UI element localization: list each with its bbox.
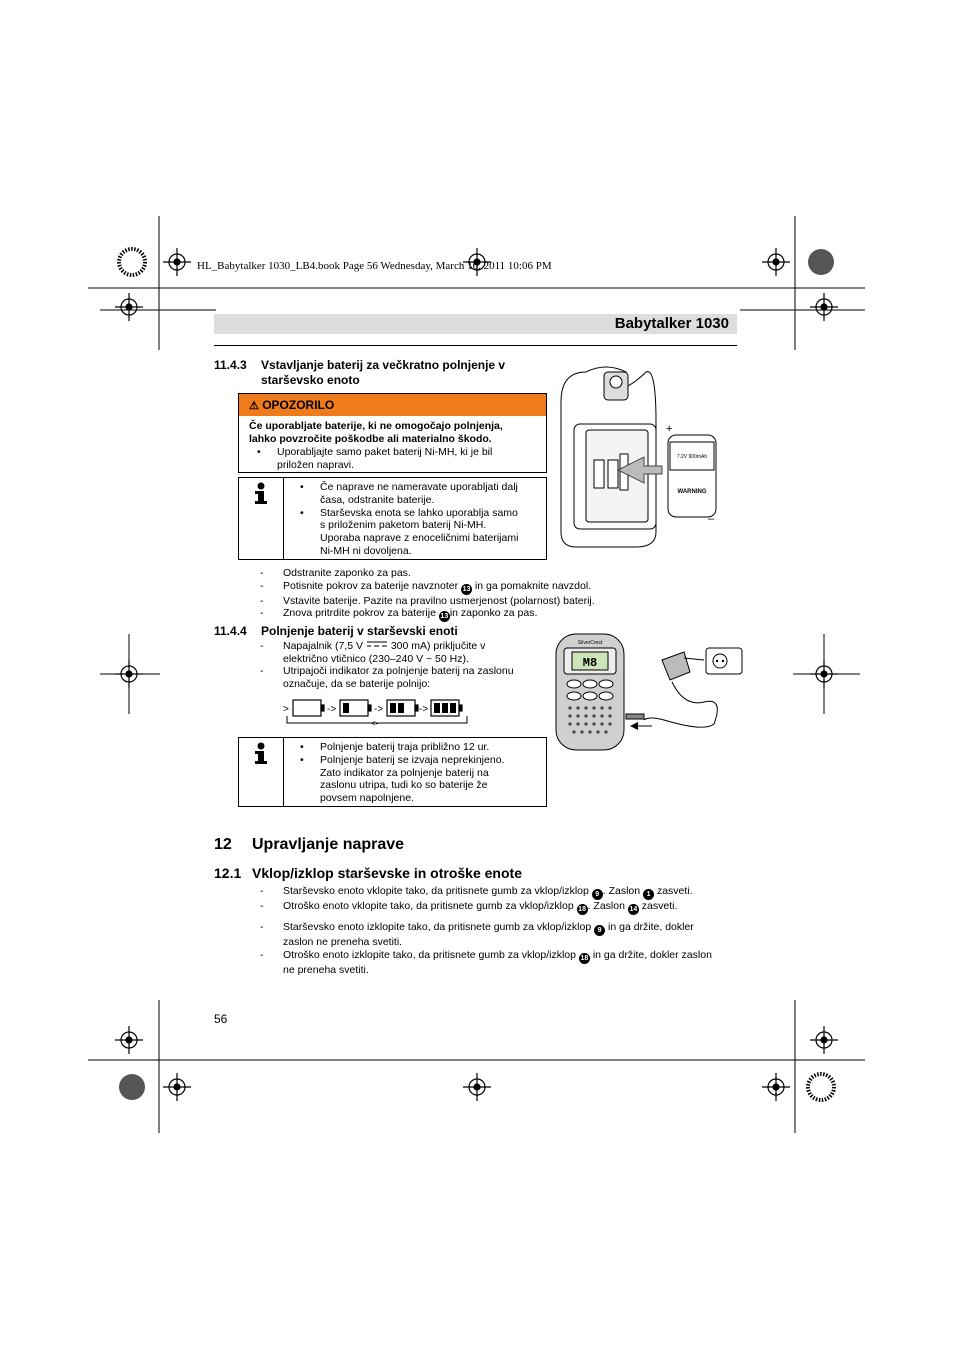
battery-charging-indicator-sequence — [283, 696, 471, 730]
power-steps-on — [260, 885, 740, 915]
list-item: - Odstranite zaponko za pas. — [260, 567, 411, 579]
list-item: - Starševsko enoto izklopite tako, da pritisnete gumb za vklop/izklop 9 in ga držite, dokler zaslon ne preneha svetiti. — [260, 921, 694, 948]
svg-text:->: -> — [374, 704, 384, 715]
callout-9: 9 — [594, 925, 605, 936]
svg-text:->: -> — [327, 704, 337, 715]
list-item: - Vstavite baterije. Pazite na pravilno usmerjenost (polarnost) baterij. — [260, 594, 595, 607]
section-11-4-4-heading: 11.4.4 Polnjenje baterij v starševski enoti — [214, 624, 458, 638]
section-11-4-3-heading: 11.4.3 Vstavljanje baterij za večkratno polnjenje v starševsko enoto — [214, 358, 506, 387]
warning-triangle-icon: ⚠ — [249, 400, 259, 412]
running-header — [214, 314, 737, 334]
info-box-1: • Če naprave ne nameravate uporabljati dalj časa, odstranite baterije. • Starševska enota se lahko uporablja samo s priloženim paketom baterij Ni-MH. Uporaba naprave z enoceličnimi baterijami Ni-MH ni dovoljena. — [238, 477, 547, 560]
callout-18: 18 — [578, 906, 586, 913]
svg-text:7.2V 900mAh: 7.2V 900mAh — [676, 454, 708, 460]
list-item: - Napajalnik (7,5 V 300 mA) priključite v električno vtičnico (230–240 V ~ 50 Hz). — [260, 640, 486, 665]
battery-plus-label: + — [666, 423, 673, 435]
list-item: - Utripajoči indikator za polnjenje baterij na zaslonu označuje, da se baterije polnijo: — [260, 665, 514, 690]
dc-symbol-icon — [366, 640, 388, 649]
list-item: - Starševsko enoto vklopite tako, da pritisnete gumb za vklop/izklop 9 . Zaslon 1 zasveti. — [260, 885, 693, 898]
running-header-title: Babytalker 1030 — [614, 315, 729, 332]
info-icon — [253, 742, 269, 766]
section-12-1-heading: 12.1 Vklop/izklop starševske in otroške enote — [214, 865, 522, 881]
battery-minus-label: – — [708, 513, 715, 525]
list-item: - Znova pritrdite pokrov za baterije 13 in zaponko za pas. — [260, 607, 538, 620]
svg-text:<-: <- — [371, 719, 379, 728]
battery-warning-label: WARNING — [677, 489, 707, 495]
svg-text:>: > — [283, 704, 289, 715]
warning-header: ⚠ OPOZORILO — [239, 394, 546, 416]
callout-14: 14 — [629, 906, 638, 913]
section-12-heading: 12 Upravljanje naprave — [214, 836, 405, 853]
brand-label: SilverCrest — [577, 640, 603, 646]
callout-13: 13 — [440, 613, 449, 620]
parent-unit-charging-figure — [554, 632, 746, 758]
callout-13: 13 — [462, 585, 471, 593]
list-item: - Potisnite pokrov za baterije navznoter 13 in ga pomaknite navzdol. — [260, 579, 592, 593]
file-header: HL_Babytalker 1030_LB4.book Page 56 Wednesday, March 16, 2011 10:06 PM — [197, 260, 552, 272]
callout-18: 18 — [580, 954, 589, 962]
list-item: - Otroško enoto vklopite tako, da pritisnete gumb za vklop/izklop 18 . Zaslon 14 zasveti. — [260, 900, 678, 913]
battery-compartment-figure — [556, 362, 741, 552]
page-number: 56 — [214, 1012, 228, 1026]
list-item: - Otroško enoto izklopite tako, da pritisnete gumb za vklop/izklop 18 in ga držite, dokler zaslon ne preneha svetiti. — [260, 948, 712, 976]
callout-1: 1 — [643, 889, 654, 900]
callout-9: 9 — [592, 889, 603, 900]
charging-steps — [260, 640, 550, 690]
lcd-display: M8 — [582, 656, 598, 670]
warning-box: ⚠ OPOZORILO Če uporabljate baterije, ki ne omogočajo polnjenja, lahko povzročite poškodbe ali materialno škodo. • Uporabljajte samo paket baterij Ni-MH, ki je bil priložen napravi. — [238, 393, 547, 473]
info-icon — [253, 482, 269, 506]
info-box-2: • Polnjenje baterij traja približno 12 ur. • Polnjenje baterij se izvaja neprekinjeno. Zato indikator za polnjenje baterij na zaslonu utripa, tudi ko so baterije že povsem napolnjene. — [238, 737, 547, 807]
steps-list-1 — [260, 567, 740, 622]
header-rule — [214, 345, 737, 346]
svg-text:->: -> — [419, 704, 429, 715]
power-steps-off — [260, 921, 740, 976]
